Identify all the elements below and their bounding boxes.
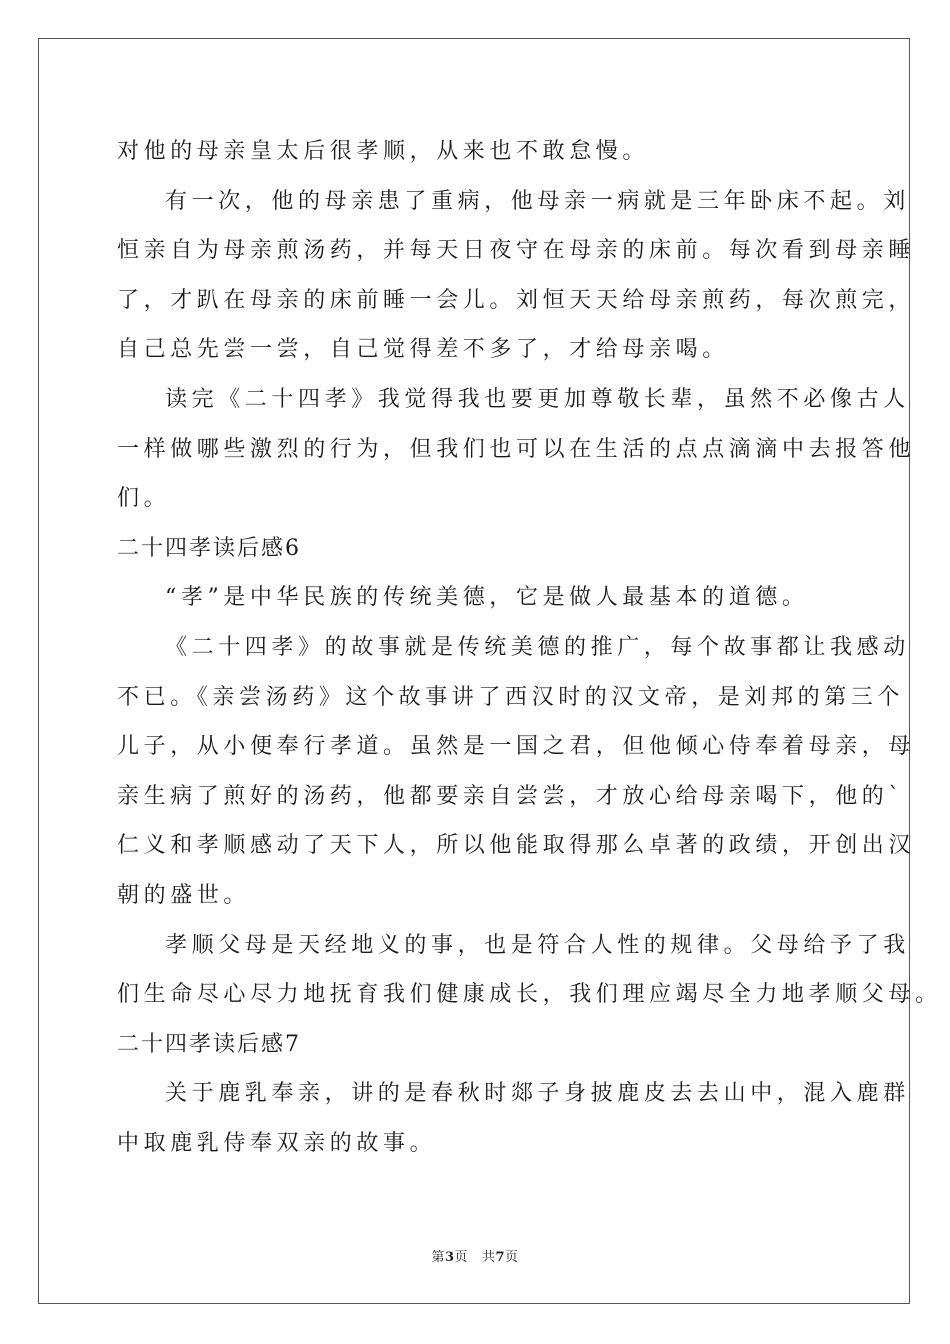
text-line: 关于鹿乳奉亲，讲的是春秋时郯子身披鹿皮去去山中，混入鹿群 (165, 1081, 910, 1107)
footer-total-pages: 7 (495, 1250, 506, 1265)
text-line: 亲生病了煎好的汤药，他都要亲自尝尝，才放心给母亲喝下，他的` (117, 783, 905, 809)
footer-total-prefix: 共 (481, 1250, 496, 1265)
section-heading: 二十四孝读后感7 (117, 1031, 301, 1057)
text-line: 们。 (117, 486, 171, 512)
footer-total-unit: 页 (505, 1250, 519, 1265)
page-footer (0, 1246, 950, 1265)
text-line: 朝的盛世。 (117, 882, 251, 908)
footer-page-number: 3 (444, 1250, 455, 1265)
footer-page-unit: 页 (454, 1250, 469, 1265)
text-line: “孝”是中华民族的传统美德，它是做人最基本的道德。 (165, 585, 809, 611)
section-heading: 二十四孝读后感6 (117, 535, 301, 561)
text-line: 儿子，从小便奉行孝道。虽然是一国之君，但他倾心侍奉着母亲，母 (117, 734, 916, 760)
document-body (117, 127, 942, 1168)
text-line: 恒亲自为母亲煎汤药，并每天日夜守在母亲的床前。每次看到母亲睡 (117, 238, 916, 264)
text-line: 对他的母亲皇太后很孝顺，从来也不敢怠慢。 (117, 139, 650, 164)
text-line: 孝顺父母是天经地义的事，也是符合人性的规律。父母给予了我 (165, 932, 910, 958)
text-line: 读完《二十四孝》我觉得我也要更加尊敬长辈，虽然不必像古人 (165, 386, 910, 412)
text-line: 《二十四孝》的故事就是传统美德的推广，每个故事都让我感动 (165, 634, 910, 660)
text-line: 了，才趴在母亲的床前睡一会儿。刘恒天天给母亲煎药，每次煎完， (117, 287, 916, 313)
text-line: 不已。《亲尝汤药》这个故事讲了西汉时的汉文帝，是刘邦的第三个 (117, 684, 905, 710)
footer-prefix: 第 (431, 1250, 445, 1265)
text-line: 仁义和孝顺感动了天下人，所以他能取得那么卓著的政绩，开创出汉 (117, 833, 916, 859)
text-line: 有一次，他的母亲患了重病，他母亲一病就是三年卧床不起。刘 (165, 188, 910, 214)
text-line: 一样做哪些激烈的行为，但我们也可以在生活的点点滴滴中去报答他 (117, 436, 916, 462)
text-line: 中取鹿乳侍奉双亲的故事。 (117, 1130, 437, 1156)
text-line: 们生命尽心尽力地抚育我们健康成长，我们理应竭尽全力地孝顺父母。 (117, 982, 942, 1008)
text-line: 自己总先尝一尝，自己觉得差不多了，才给母亲喝。 (117, 337, 729, 363)
